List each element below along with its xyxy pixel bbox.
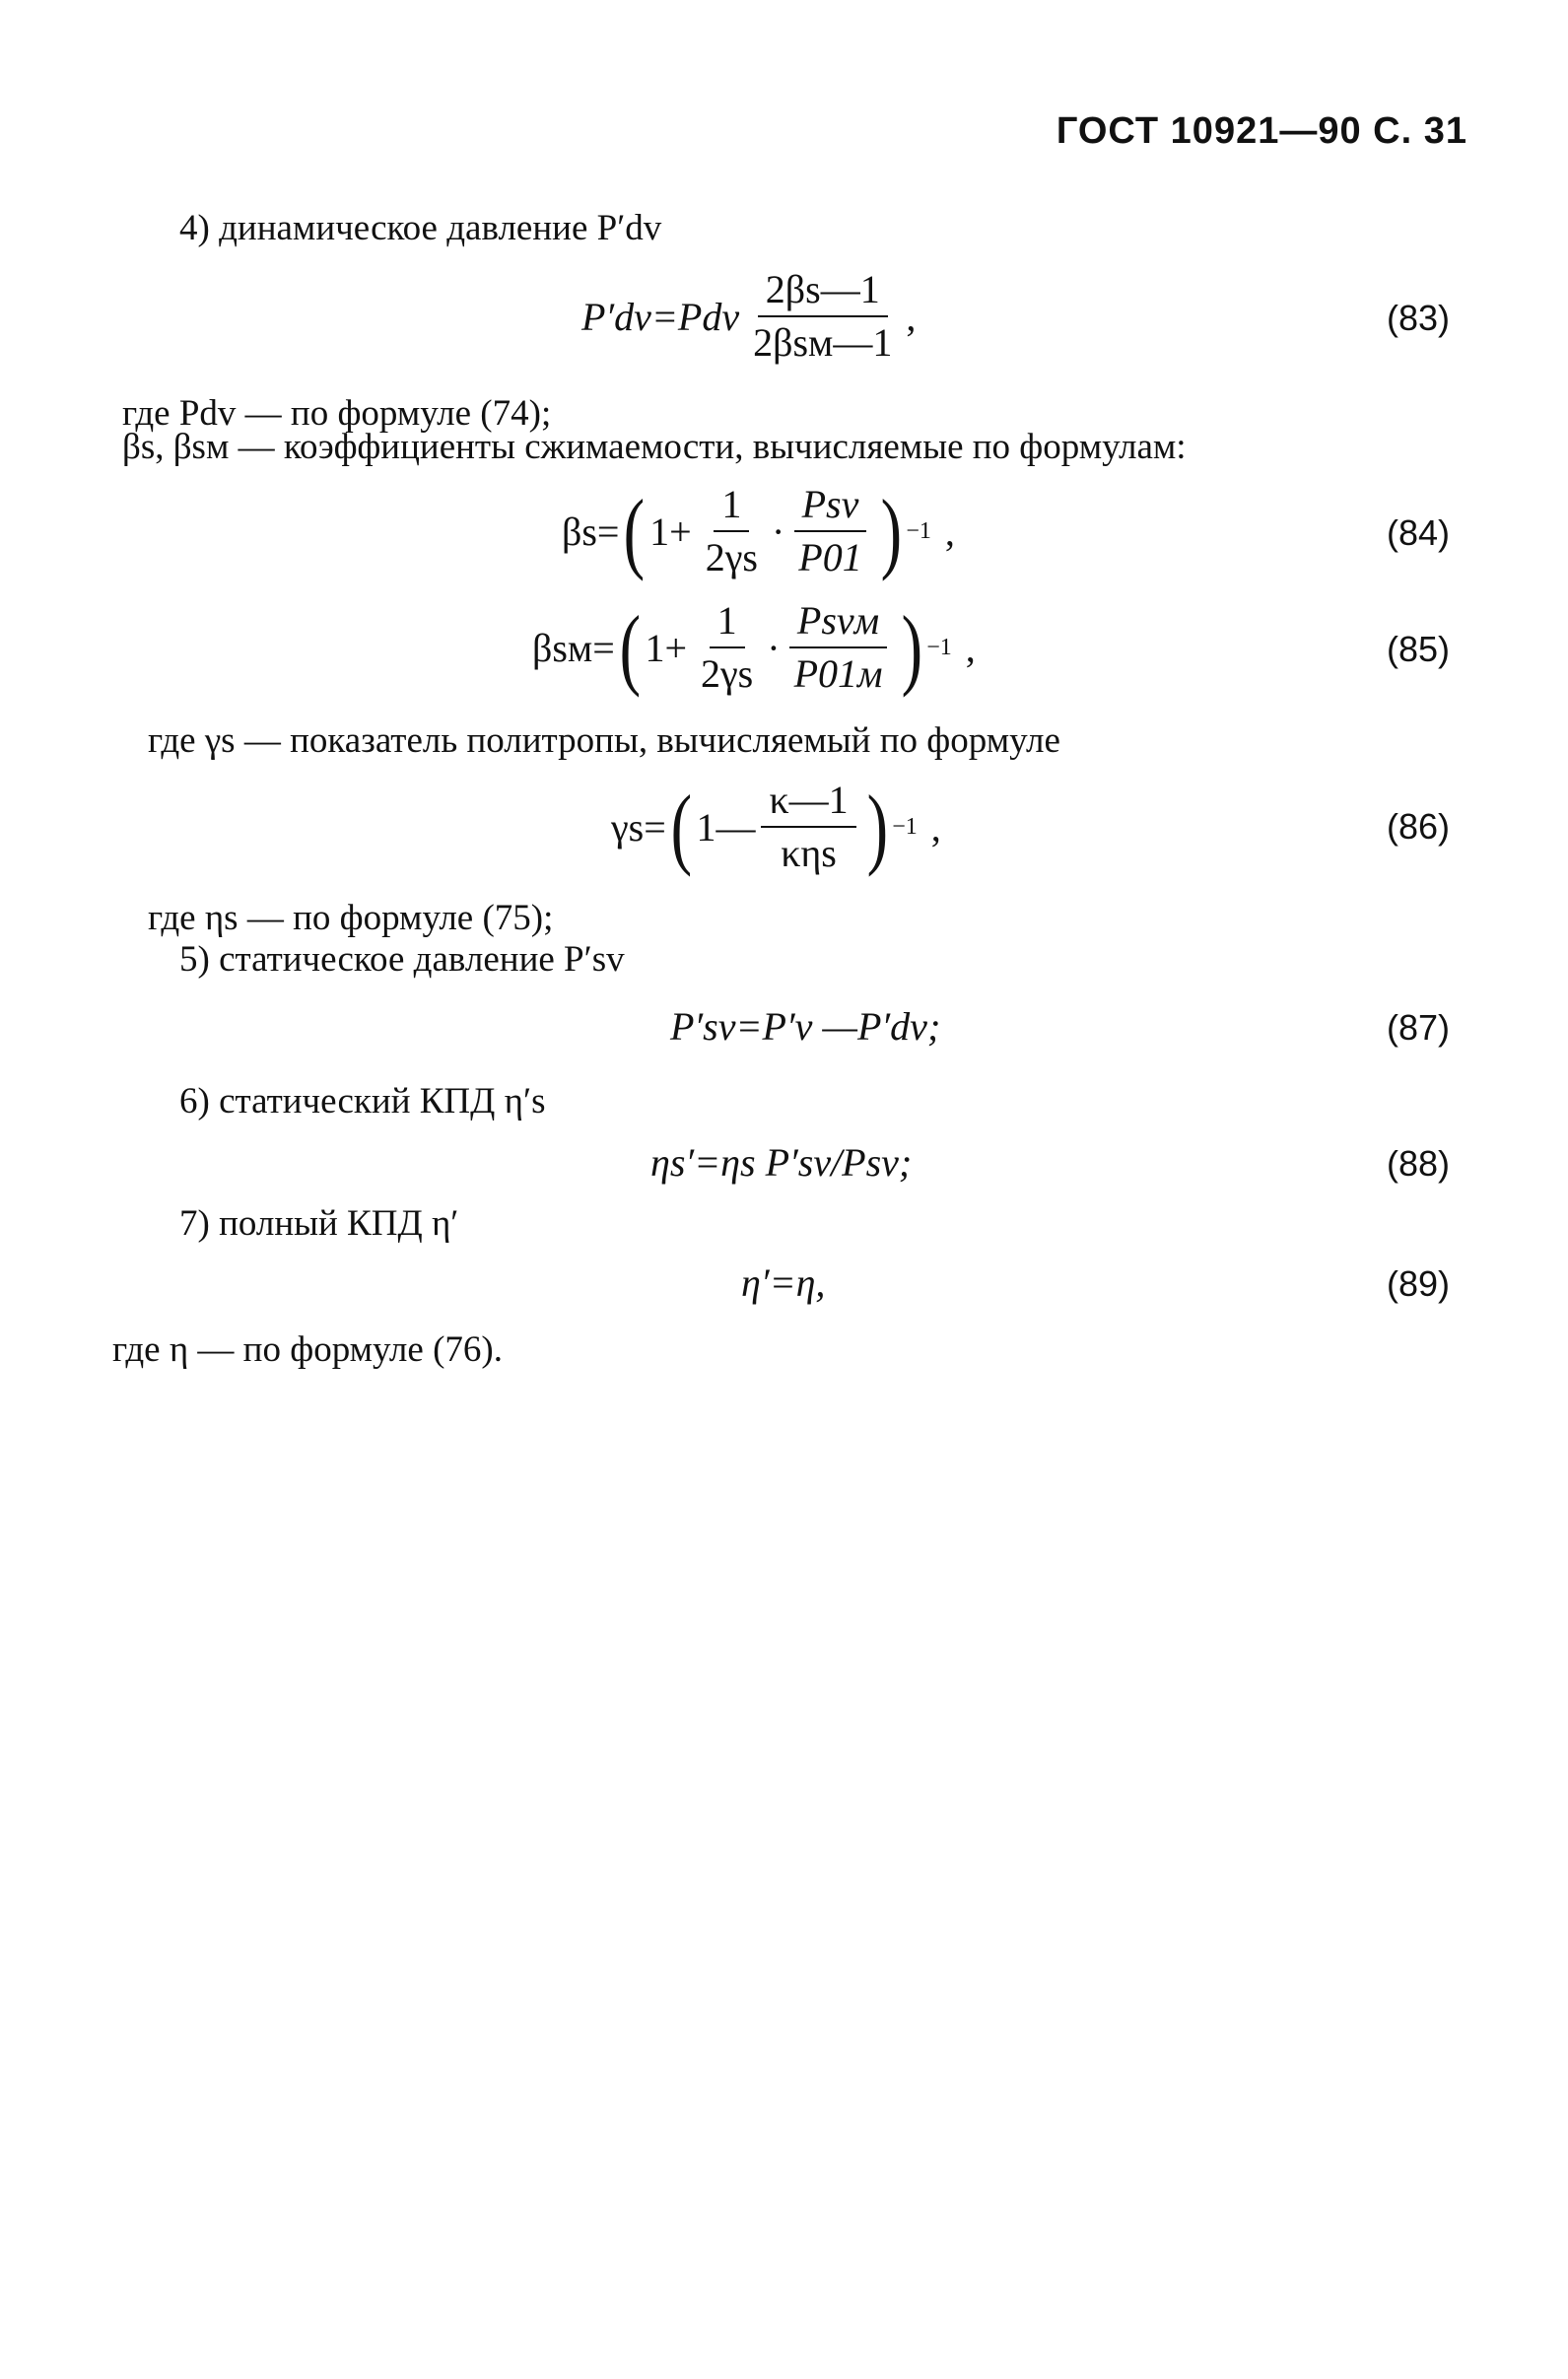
formula-86-lhs: γs=	[611, 804, 666, 850]
formula-84-one: 1+	[649, 509, 692, 554]
formula-84-lhs: βs=	[562, 509, 620, 554]
tail: ,	[944, 509, 955, 554]
where-eta-full-text: где η — по формуле (76).	[112, 1329, 503, 1370]
denominator: 2γs	[705, 535, 758, 579]
numerator: κ—1	[761, 779, 855, 828]
equation-number-87: (87)	[1386, 1007, 1450, 1048]
page-header: ГОСТ 10921—90 С. 31	[1056, 110, 1467, 152]
formula-86	[611, 779, 941, 875]
where-beta-text: βs, βsм — коэффициенты сжимаемости, вычисляемые по формулам:	[122, 427, 1187, 467]
numerator: 1	[710, 599, 745, 648]
formula-84-fraction-1	[698, 483, 766, 579]
formula-84	[562, 483, 955, 579]
formula-86-fraction	[761, 779, 855, 875]
left-paren: (	[624, 481, 646, 581]
equation-number-89: (89)	[1386, 1263, 1450, 1304]
equation-number-84: (84)	[1386, 512, 1450, 553]
formula-88: ηs′=ηs P′sv/Psv;	[650, 1140, 913, 1185]
equation-number-86: (86)	[1386, 806, 1450, 847]
denominator: κηs	[781, 831, 837, 875]
left-paren: (	[619, 597, 641, 698]
exponent: −1	[892, 813, 918, 840]
formula-87: P′sv=P′v —P′dv;	[670, 1004, 941, 1049]
formula-83-fraction	[745, 268, 900, 365]
right-paren: )	[866, 777, 888, 877]
formula-83	[581, 268, 916, 365]
formula-84-fraction-2	[790, 483, 869, 579]
formula-86-one: 1—	[696, 804, 756, 850]
numerator: Psvм	[789, 599, 887, 648]
numerator: Psv	[794, 483, 867, 532]
formula-83-denominator: 2βsм—1	[753, 320, 893, 365]
equation-number-83: (83)	[1386, 298, 1450, 338]
numerator: 1	[714, 483, 749, 532]
exponent: −1	[926, 634, 952, 660]
item-4-text: 4) динамическое давление P′dv	[179, 208, 662, 248]
formula-83-numerator: 2βs—1	[758, 268, 888, 317]
item-7-text: 7) полный КПД η′	[179, 1203, 459, 1244]
formula-85-fraction-2	[786, 599, 891, 696]
equation-number-85: (85)	[1386, 629, 1450, 669]
exponent: −1	[906, 517, 931, 544]
denominator: 2γs	[701, 651, 754, 696]
where-eta-text: где ηs — по формуле (75);	[148, 898, 554, 938]
denominator: P01	[798, 535, 862, 579]
where-pdv-text: где Pdv — по формуле (74);	[122, 393, 552, 434]
right-paren: )	[901, 597, 922, 698]
item-6-text: 6) статический КПД η′s	[179, 1081, 546, 1122]
where-gamma-text: где γs — показатель политропы, вычисляемый по формуле	[148, 720, 1060, 761]
dot: ·	[771, 509, 785, 554]
tail: ,	[965, 625, 976, 670]
equation-number-88: (88)	[1386, 1143, 1450, 1184]
denominator: P01м	[793, 651, 883, 696]
formula-85	[532, 599, 976, 696]
formula-85-fraction-1	[693, 599, 761, 696]
formula-89: η′=η,	[741, 1260, 826, 1305]
formula-83-tail: ,	[906, 294, 917, 339]
formula-83-lhs: P′dv=Pdv	[581, 294, 740, 339]
item-5-text: 5) статическое давление P′sv	[179, 939, 625, 980]
left-paren: (	[670, 777, 692, 877]
formula-85-lhs: βsм=	[532, 625, 615, 670]
tail: ,	[930, 804, 941, 850]
dot: ·	[767, 625, 781, 670]
formula-85-one: 1+	[645, 625, 687, 670]
right-paren: )	[880, 481, 902, 581]
